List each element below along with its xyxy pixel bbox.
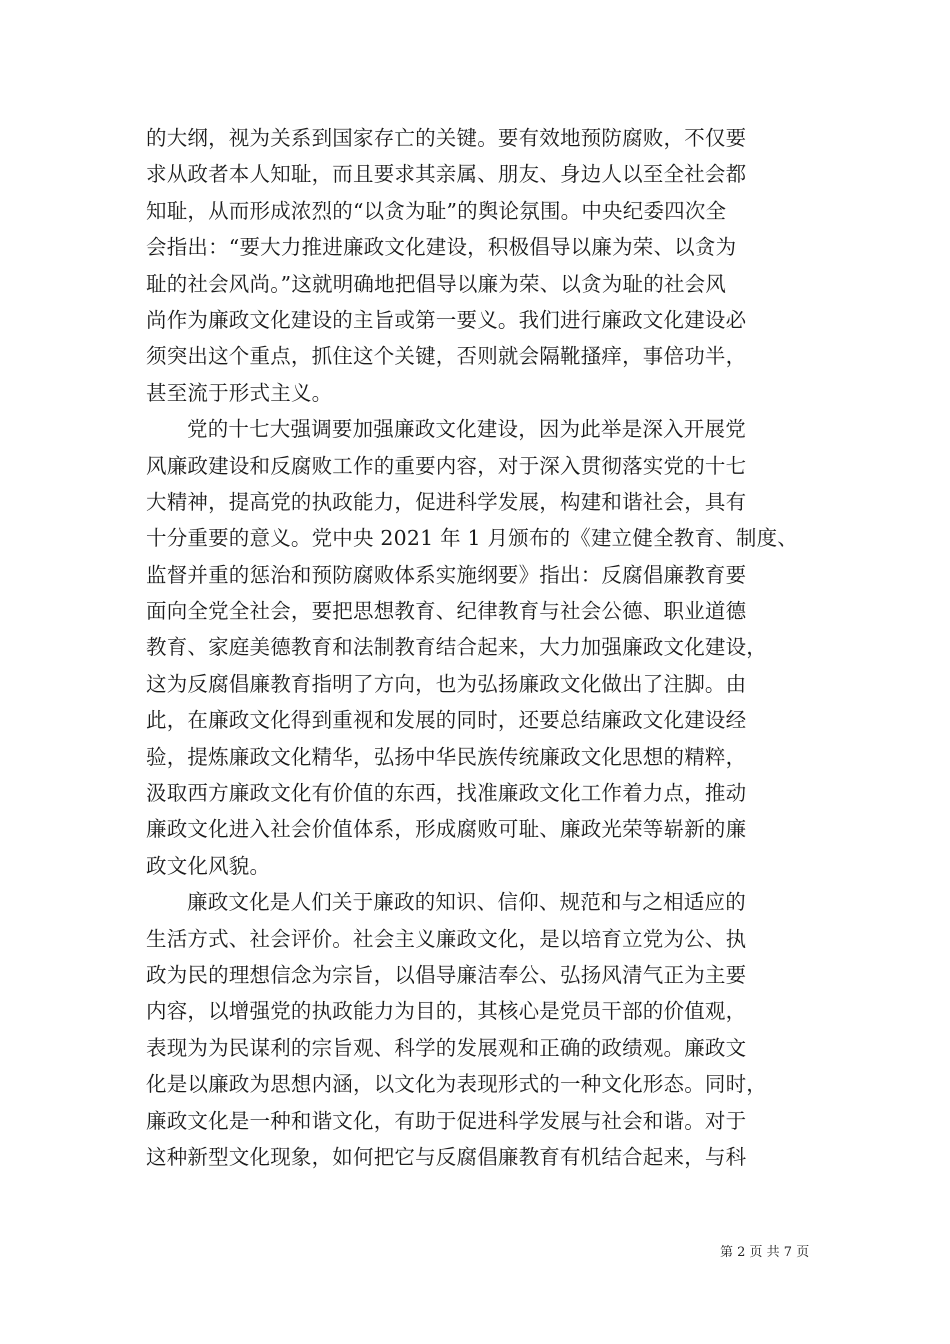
text-line: 知耻，从而形成浓烈的“以贪为耻”的舆论氛围。中央纪委四次全 <box>146 198 727 223</box>
document-body <box>146 120 806 1175</box>
text-line: 面向全党全社会，要把思想教育、纪律教育与社会公德、职业道德 <box>146 599 747 624</box>
text-line: 验，提炼廉政文化精华，弘扬中华民族传统廉政文化思想的精粹， <box>146 744 747 769</box>
text-line: 政为民的理想信念为宗旨，以倡导廉洁奉公、弘扬风清气正为主要 <box>146 962 747 987</box>
text-line: 十分重要的意义。党中央 2021 年 1 月颁布的《建立健全教育、制度、 <box>146 526 798 551</box>
text-line: 廉政文化是一种和谐文化，有助于促进科学发展与社会和谐。对于 <box>146 1108 747 1133</box>
text-line: 求从政者本人知耻，而且要求其亲属、朋友、身边人以至全社会都 <box>146 162 747 187</box>
text-line: 表现为为民谋利的宗旨观、科学的发展观和正确的政绩观。廉政文 <box>146 1035 747 1060</box>
text-line: 政文化风貌。 <box>146 853 271 878</box>
text-line: 甚至流于形式主义。 <box>146 380 333 405</box>
text-line: 风廉政建设和反腐败工作的重要内容，对于深入贯彻落实党的十七 <box>146 453 747 478</box>
text-line: 生活方式、社会评价。社会主义廉政文化，是以培育立党为公、执 <box>146 926 747 951</box>
text-line: 内容，以增强党的执政能力为目的，其核心是党员干部的价值观， <box>146 999 747 1024</box>
text-line: 此，在廉政文化得到重视和发展的同时，还要总结廉政文化建设经 <box>146 708 747 733</box>
text-line: 这为反腐倡廉教育指明了方向，也为弘扬廉政文化做出了注脚。由 <box>146 671 747 696</box>
paragraph <box>146 884 806 1175</box>
text-line: 汲取西方廉政文化有价值的东西，找准廉政文化工作着力点，推动 <box>146 781 747 806</box>
text-line: 廉政文化进入社会价值体系，形成腐败可耻、廉政光荣等崭新的廉 <box>146 817 747 842</box>
text-line: 廉政文化是人们关于廉政的知识、信仰、规范和与之相适应的 <box>187 890 746 915</box>
text-line: 这种新型文化现象，如何把它与反腐倡廉教育有机结合起来，与科 <box>146 1144 747 1169</box>
text-line: 会指出：“要大力推进廉政文化建设，积极倡导以廉为荣、以贪为 <box>146 235 737 260</box>
text-line: 化是以廉政为思想内涵，以文化为表现形式的一种文化形态。同时， <box>146 1072 767 1097</box>
text-line: 耻的社会风尚。”这就明确地把倡导以廉为荣、以贪为耻的社会风 <box>146 271 727 296</box>
text-line: 须突出这个重点，抓住这个关键，否则就会隔靴搔痒，事倍功半， <box>146 344 747 369</box>
text-line: 大精神，提高党的执政能力，促进科学发展，构建和谐社会，具有 <box>146 489 747 514</box>
text-line: 尚作为廉政文化建设的主旨或第一要义。我们进行廉政文化建设必 <box>146 307 747 332</box>
text-line: 监督并重的惩治和预防腐败体系实施纲要》指出：反腐倡廉教育要 <box>146 562 747 587</box>
paragraph <box>146 120 806 411</box>
text-line: 教育、家庭美德教育和法制教育结合起来，大力加强廉政文化建设， <box>146 635 767 660</box>
text-line: 的大纲，视为关系到国家存亡的关键。要有效地预防腐败，不仅要 <box>146 126 747 150</box>
page-number-footer: 第 2 页 共 7 页 <box>720 1245 810 1260</box>
paragraph <box>146 411 806 884</box>
text-line: 党的十七大强调要加强廉政文化建设，因为此举是深入开展党 <box>187 417 746 442</box>
